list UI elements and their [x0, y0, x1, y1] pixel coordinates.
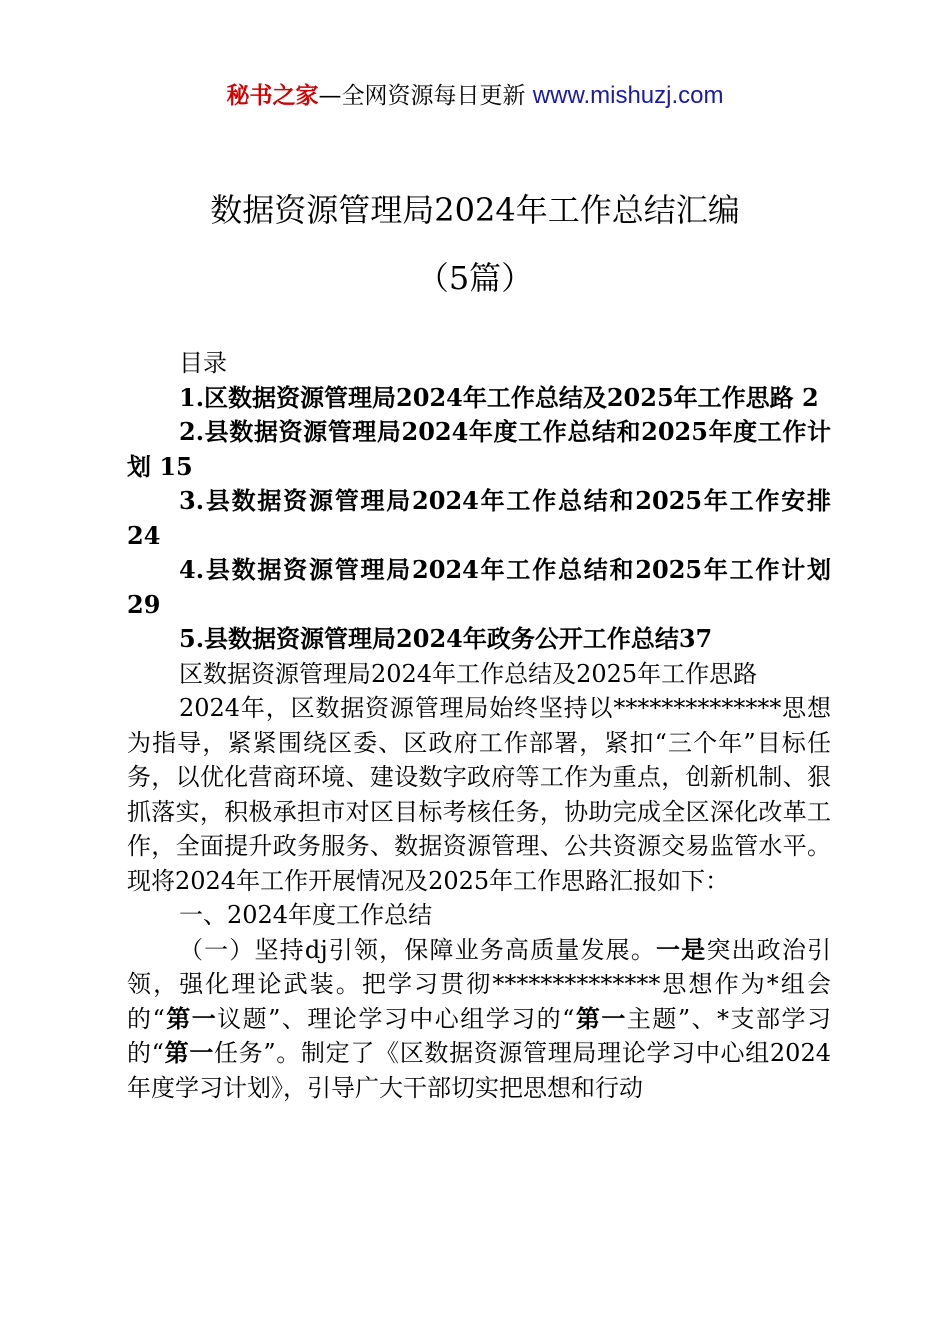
document-subtitle: （5篇） [416, 259, 534, 297]
site-header [0, 78, 950, 114]
paragraph-1 [127, 933, 831, 1106]
header-tagline: —全网资源每日更新 [318, 83, 533, 109]
emphasis-diyi-3: 第一 [163, 1038, 214, 1067]
brand-name: 秘书之家 [226, 83, 319, 109]
toc-item-1[interactable]: 1.区数据资源管理局2024年工作总结及2025年工作思路 2 [179, 382, 819, 412]
paragraph-1-part-4: 主题”、*支部学习的“ [127, 1004, 831, 1067]
emphasis-diyi-1: 第一 [164, 1003, 218, 1033]
paragraph-1-part-3: 议题”、理论学习中心组学习的“ [217, 1004, 575, 1033]
toc-item-4[interactable]: 4.县数据资源管理局2024年工作总结和2025年工作计划 29 [127, 555, 831, 619]
document-title: 数据资源管理局2024年工作总结汇编 [210, 191, 740, 229]
toc-item-2[interactable]: 2.县数据资源管理局2024年度工作总结和2025年度工作计划 15 [127, 417, 831, 481]
article-intro: 2024年，区数据资源管理局始终坚持以**************思想为指导，紧紧围绕区委、区政府工作部署，紧扣“三个年”目标任务，以优化营商环境、建设数字政府等工作为重点，创新机制、狠抓落实，积极承担市对区目标考核任务，协助完成全区深化改革工作，全面提升政务服务、数据资源管理、公共资源交易监管水平。现将2024年工作开展情况及2025年工作思路汇报如下： [127, 694, 831, 895]
article-title: 区数据资源管理局2024年工作总结及2025年工作思路 [179, 659, 758, 688]
toc-heading: 目录 [179, 349, 227, 377]
site-url[interactable]: www.mishuzj.com [532, 82, 724, 109]
toc-item-5[interactable]: 5.县数据资源管理局2024年政务公开工作总结37 [179, 624, 713, 653]
paragraph-1-part-2: 突出政治引领，强化理论武装。把学习贯彻**************思想作为*组会的“ [127, 935, 832, 1033]
document-body [127, 346, 831, 1105]
paragraph-1-part-5: 任务”。制定了《区数据资源管理局理论学习中心组2024年度学习计划》，引导广大干部切实把思想和行动 [127, 1039, 831, 1102]
paragraph-1-part-1: （一）坚持dj引领，保障业务高质量发展。 [179, 935, 656, 964]
toc-item-3[interactable]: 3.县数据资源管理局2024年工作总结和2025年工作安排 24 [127, 486, 831, 550]
section-heading-1: 一、2024年度工作总结 [179, 901, 433, 929]
emphasis-yishi: 一是 [656, 934, 707, 964]
emphasis-diyi-2: 第一 [574, 1003, 627, 1033]
